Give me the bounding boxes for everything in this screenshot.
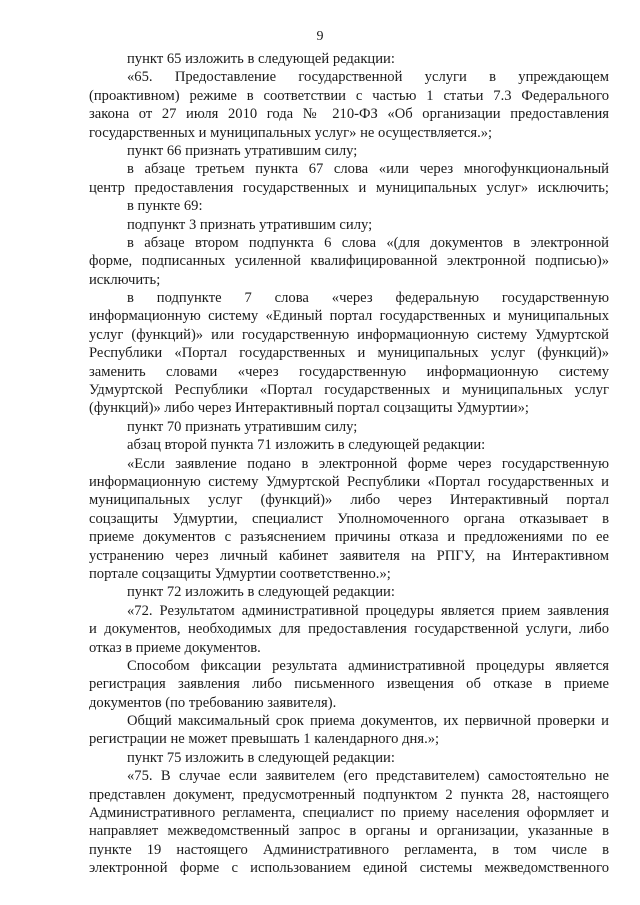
text-line: (проактивном) режиме в соответствии с частью 1 статьи 7.3 Федерального bbox=[89, 87, 609, 104]
text-line: в абзаце третьем пункта 67 слова «или через многофункциональный bbox=[127, 161, 609, 178]
text-line: муниципальных услуг (функций)» либо через Интерактивный портал bbox=[89, 492, 609, 509]
text-line: услуг (функций)» или государственную информационную систему Удмуртской bbox=[89, 326, 609, 343]
text-line: центр предоставления государственных и муниципальных услуг» исключить; bbox=[89, 179, 609, 196]
text-line: Способом фиксации результата административной процедуры является bbox=[127, 657, 609, 674]
text-line: пункт 66 признать утратившим силу; bbox=[127, 142, 358, 159]
page-number: 9 bbox=[316, 29, 324, 44]
text-line: документов (по требованию заявителя). bbox=[89, 694, 337, 711]
text-line: «72. Результатом административной процедуры является прием заявления bbox=[127, 602, 609, 619]
text-line: закона от 27 июля 2010 года № 210-ФЗ «Об организации предоставления bbox=[89, 106, 609, 123]
text-line: электронной форме с использованием единой системы межведомственного bbox=[89, 860, 609, 877]
text-line: в подпункте 7 слова «через федеральную государственную bbox=[127, 290, 609, 307]
text-line: заменить словами «через государственную информационную систему bbox=[89, 363, 609, 380]
text-line: отказ в приеме документов. bbox=[89, 639, 261, 656]
text-line: пункт 75 изложить в следующей редакции: bbox=[127, 749, 395, 766]
text-line: государственных и муниципальных услуг» не осуществляется.»; bbox=[89, 124, 493, 141]
text-line: портале соцзащиты Удмуртии соответственно.»; bbox=[89, 565, 391, 582]
text-line: «Если заявление подано в электронной форме через государственную bbox=[127, 455, 609, 472]
text-line: пункте 19 настоящего Административного регламента, в том числе в bbox=[89, 841, 609, 858]
text-line: (функций)» либо через Интерактивный портал соцзащиты Удмуртии»; bbox=[89, 400, 529, 417]
text-line: пункт 65 изложить в следующей редакции: bbox=[127, 51, 395, 67]
text-line: исключить; bbox=[89, 271, 161, 288]
text-line: в абзаце втором подпункта 6 слова «(для документов в электронной bbox=[127, 234, 609, 251]
text-line: Административного регламента, специалист по приему населения оформляет и bbox=[89, 805, 609, 822]
text-line: регистрации не может превышать 1 календарного дня.»; bbox=[89, 731, 440, 748]
text-line: информационную систему «Единый портал государственных и муниципальных bbox=[89, 308, 609, 325]
text-line: «75. В случае если заявителем (его представителем) самостоятельно не bbox=[127, 768, 609, 785]
text-line: в пункте 69: bbox=[127, 198, 203, 215]
text-line: регистрация заявления либо письменного извещения об отказе в приеме bbox=[89, 676, 609, 693]
text-line: подпункт 3 признать утратившим силу; bbox=[127, 216, 373, 233]
text-line: «65. Предоставление государственной услуги в упреждающем bbox=[127, 69, 609, 86]
text-line: направляет межведомственный запрос в органы и организации, указанные в bbox=[89, 823, 609, 840]
text-line: Удмуртской Республики «Портал государственных и муниципальных услуг bbox=[89, 382, 609, 399]
text-line: информационную систему Удмуртской Республики «Портал государственных и bbox=[89, 473, 609, 490]
text-line: пункт 72 изложить в следующей редакции: bbox=[127, 584, 395, 601]
text-line: представлен документ, предусмотренный подпунктом 2 пункта 28, настоящего bbox=[89, 786, 609, 803]
text-line: соцзащиты Удмуртии, специалист Уполномоченного органа отказывает в bbox=[89, 510, 609, 527]
text-line: форме, подписанных усиленной квалифицированной электронной подписью)» bbox=[89, 253, 609, 270]
document-body bbox=[89, 50, 609, 878]
text-line: и документов, необходимых для предоставления государственной услуги, либо bbox=[89, 621, 609, 638]
text-line: приеме документов с разъяснением причины отказа и предложениями по ее bbox=[89, 529, 609, 546]
text-line: пункт 70 признать утратившим силу; bbox=[127, 418, 358, 435]
text-line: устранению через личный кабинет заявителя на РПГУ, на Интерактивном bbox=[89, 547, 609, 564]
text-line: Республики «Портал государственных и муниципальных услуг (функций)» bbox=[89, 345, 609, 362]
text-line: абзац второй пункта 71 изложить в следующей редакции: bbox=[127, 437, 486, 454]
text-line: Общий максимальный срок приема документов, их первичной проверки и bbox=[127, 713, 609, 730]
